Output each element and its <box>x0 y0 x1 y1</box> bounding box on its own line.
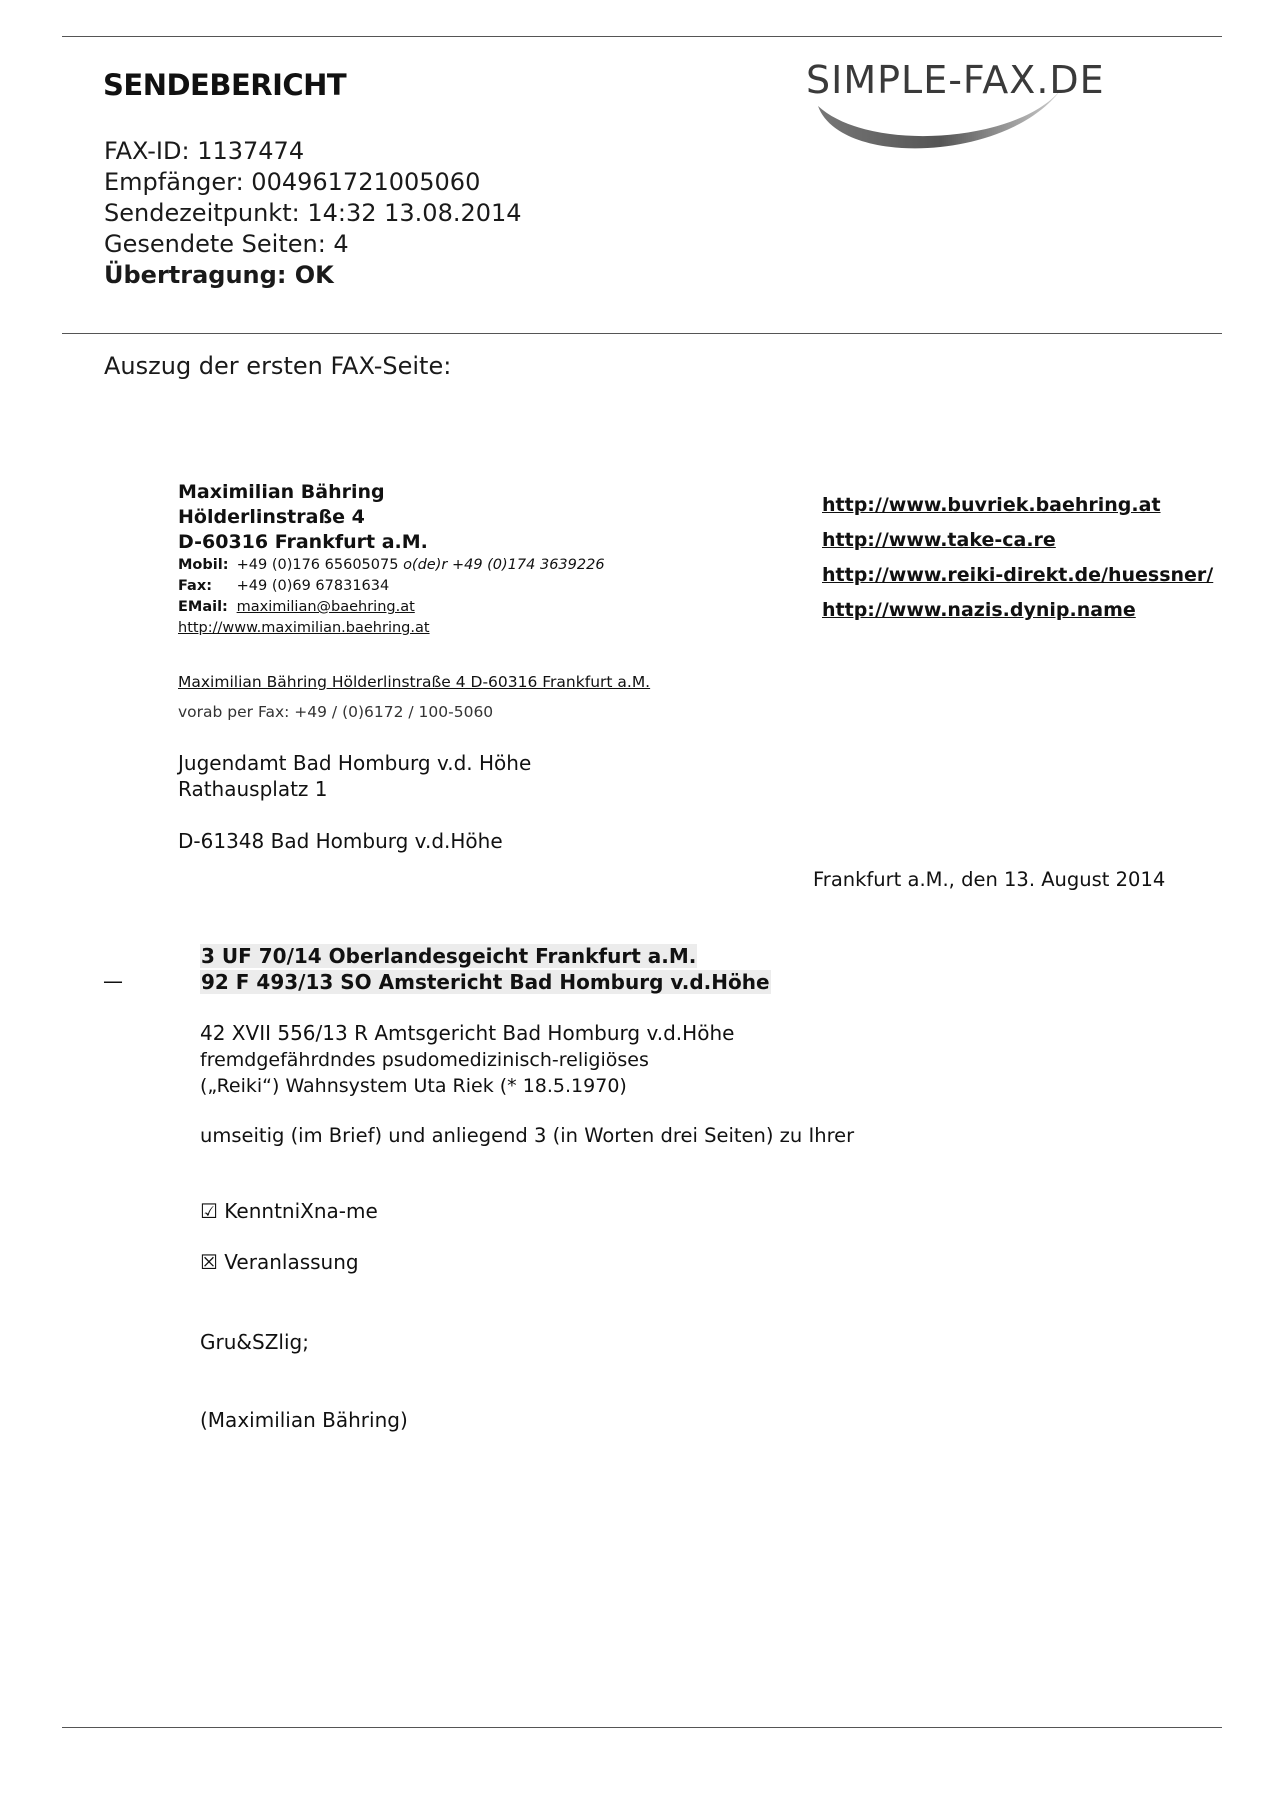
report-details <box>104 136 522 291</box>
sender-block <box>178 480 605 639</box>
checkbox-kenntnisnahme-label: KenntniXna-me <box>224 1199 378 1223</box>
email-label: EMail: <box>178 599 228 615</box>
fax-label: Fax: <box>178 578 212 594</box>
fax-id: FAX-ID: 1137474 <box>104 137 305 165</box>
greeting: Gru&SZlig; <box>200 1330 309 1354</box>
recipient-number: Empfänger: 004961721005060 <box>104 168 481 196</box>
sender-mobil <box>178 555 605 576</box>
sender-email <box>178 597 605 618</box>
signature: (Maximilian Bähring) <box>200 1408 408 1432</box>
bottom-divider <box>62 1727 1222 1728</box>
reference-block <box>200 943 771 995</box>
checkbox-veranlassung-label: Veranlassung <box>224 1250 359 1274</box>
pages-sent: Gesendete Seiten: 4 <box>104 230 349 258</box>
checkbox-veranlassung[interactable] <box>200 1250 359 1274</box>
transmission-status: Übertragung: OK <box>104 261 334 289</box>
reference-2: 92 F 493/13 SO Amstericht Bad Homburg v.d.Höhe <box>201 970 770 994</box>
vorab-fax: vorab per Fax: +49 / (0)6172 / 100-5060 <box>178 703 494 721</box>
subject-line2: („Reiki“) Wahnsystem Uta Riek (* 18.5.1970) <box>200 1075 627 1097</box>
logo-text: SIMPLE-FAX.DE <box>806 58 1105 102</box>
margin-dash: — <box>103 969 123 993</box>
simple-fax-logo <box>800 50 1210 162</box>
subject-description <box>200 1047 649 1099</box>
checked-box-icon: ☑ <box>200 1199 218 1223</box>
recipient-address <box>178 750 531 802</box>
crossed-box-icon: ☒ <box>200 1250 218 1274</box>
link-nazis-dynip[interactable]: http://www.nazis.dynip.name <box>822 599 1136 621</box>
link-take-care[interactable]: http://www.take-ca.re <box>822 529 1056 551</box>
sender-web-link[interactable]: http://www.maximilian.baehring.at <box>178 620 430 636</box>
return-address: Maximilian Bähring Hölderlinstraße 4 D-60316 Frankfurt a.M. <box>178 673 651 691</box>
middle-divider <box>62 333 1222 334</box>
mobil-value: +49 (0)176 65605075 <box>236 557 399 573</box>
sender-name: Maximilian Bähring <box>178 481 385 503</box>
sender-city: D-60316 Frankfurt a.M. <box>178 531 428 553</box>
mobil-alt: o(de)r +49 (0)174 3639226 <box>403 557 605 573</box>
reference-1: 3 UF 70/14 Oberlandesgeicht Frankfurt a.M. <box>201 944 697 968</box>
link-reiki-direkt[interactable]: http://www.reiki-direkt.de/huessner/ <box>822 564 1214 586</box>
sender-fax <box>178 576 605 597</box>
subject-line1: fremdgefährdndes psudomedizinisch-religiöses <box>200 1049 649 1071</box>
body-text: umseitig (im Brief) und anliegend 3 (in Worten drei Seiten) zu Ihrer <box>200 1124 855 1147</box>
letter-date: Frankfurt a.M., den 13. August 2014 <box>813 868 1166 891</box>
links-block <box>822 488 1213 628</box>
link-buvriek[interactable]: http://www.buvriek.baehring.at <box>822 494 1161 516</box>
recipient-line1: Jugendamt Bad Homburg v.d. Höhe <box>178 751 532 775</box>
sender-street: Hölderlinstraße 4 <box>178 506 365 528</box>
top-divider <box>62 36 1222 37</box>
email-link[interactable]: maximilian@baehring.at <box>236 599 415 615</box>
recipient-line2: Rathausplatz 1 <box>178 777 328 801</box>
mobil-label: Mobil: <box>178 557 229 573</box>
checkbox-kenntnisnahme[interactable] <box>200 1199 378 1223</box>
reference-3: 42 XVII 556/13 R Amtsgericht Bad Homburg v.d.Höhe <box>200 1021 735 1045</box>
send-time: Sendezeitpunkt: 14:32 13.08.2014 <box>104 199 522 227</box>
fax-value: +49 (0)69 67831634 <box>236 578 390 594</box>
report-title: SENDEBERICHT <box>103 68 347 102</box>
excerpt-label: Auszug der ersten FAX-Seite: <box>104 352 452 380</box>
recipient-city: D-61348 Bad Homburg v.d.Höhe <box>178 829 503 853</box>
